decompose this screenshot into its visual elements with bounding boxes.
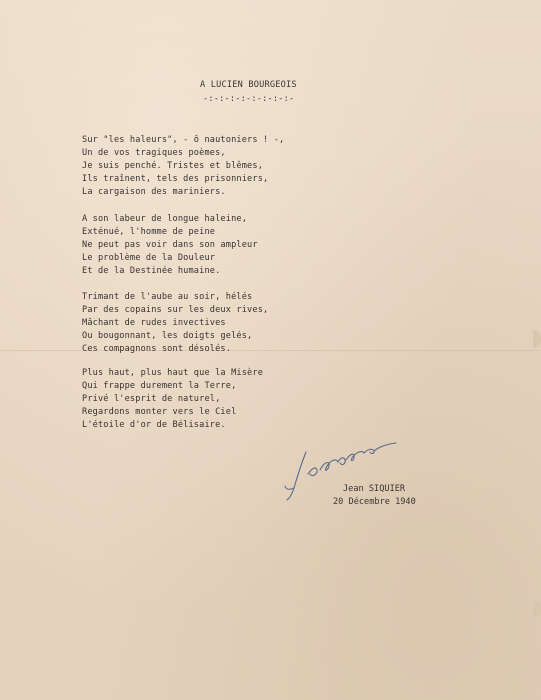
poem-stanza-3 [82, 291, 268, 356]
poem-line: Plus haut, plus haut que la Misère [82, 368, 264, 378]
poem-line: Ils traînent, tels des prisonniers, [82, 174, 269, 184]
poem-line: Regardons monter vers le Ciel [82, 407, 237, 417]
poem-line: Je suis penché. Tristes et blêmes, [82, 161, 264, 171]
poem-line: Et de la Destinée humaine. [82, 266, 221, 276]
poem-line: La cargaison des mariniers. [82, 187, 226, 197]
poem-line: Le problème de la Douleur [82, 253, 216, 263]
poem-line: Exténué, l'homme de peine [82, 227, 216, 237]
page-title: A LUCIEN BOURGEOIS [200, 80, 297, 90]
poem-stanza-4 [82, 367, 263, 432]
poem-line: Sur "les haleurs", - ô nautoniers ! -, [82, 135, 285, 145]
letter-date: 20 Décembre 1940 [333, 497, 416, 507]
poem-line: L'étoile d'or de Bélisaire. [82, 420, 226, 430]
poem-line: Trimant de l'aube au soir, hélés [82, 292, 253, 302]
paper-edge-tear [533, 600, 541, 618]
paper-edge-tear [533, 330, 541, 348]
poem-line: Mâchant de rudes invectives [82, 318, 226, 328]
poem-stanza-1 [82, 134, 284, 199]
poem-line: Ou bougonnant, les doigts gelés, [82, 331, 253, 341]
author-name: Jean SIQUIER [343, 484, 406, 494]
poem-line: Qui frappe durement la Terre, [82, 381, 237, 391]
poem-line: A son labeur de longue haleine, [82, 214, 248, 224]
poem-line: Par des copains sur les deux rives, [82, 305, 269, 315]
poem-line: Un de vos tragiques poèmes, [82, 148, 226, 158]
poem-line: Privé l'esprit de naturel, [82, 394, 221, 404]
poem-line: Ces compagnons sont désolés. [82, 344, 232, 354]
title-underline: -:-:-:-:-:-:-:-:- [203, 94, 295, 104]
poem-stanza-2 [82, 213, 258, 278]
poem-line: Ne peut pas voir dans son ampleur [82, 240, 258, 250]
